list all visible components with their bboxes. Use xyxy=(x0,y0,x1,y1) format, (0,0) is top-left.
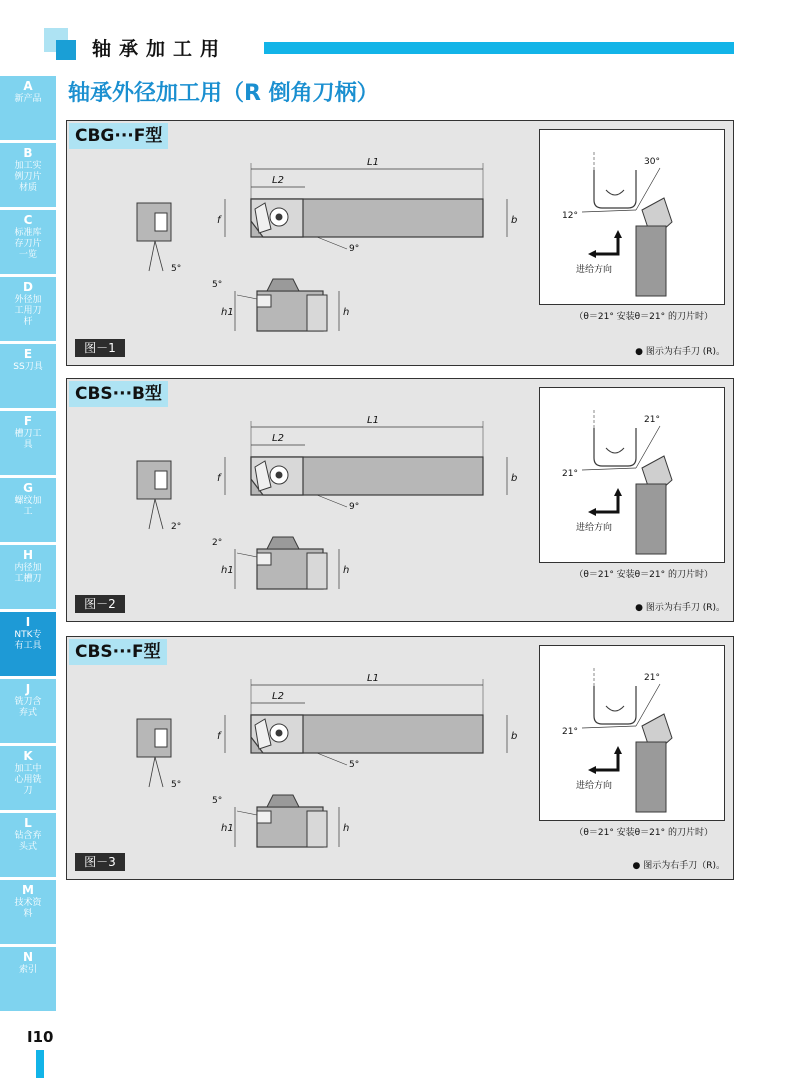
holder-detail xyxy=(636,484,666,554)
tool-holder-drawing xyxy=(67,637,537,867)
sidebar-tab-l[interactable] xyxy=(0,813,56,877)
angle-ref-line xyxy=(582,468,636,470)
sidebar-tab-f[interactable] xyxy=(0,411,56,475)
sidebar-tab-letter: E xyxy=(23,347,33,361)
dim-l2-label: L2 xyxy=(272,175,284,186)
header-logo-squares xyxy=(44,28,80,64)
sidebar-tab-letter: I xyxy=(25,615,31,629)
side-clearance-angle: 5° xyxy=(171,780,182,790)
side-view-shank-end xyxy=(307,811,327,847)
tool-holder-drawing xyxy=(67,379,537,609)
feed-direction-icon xyxy=(596,754,618,770)
dim-f-label: f xyxy=(217,731,221,742)
sidebar-tab-h[interactable] xyxy=(0,545,56,609)
figure-label: 图－2 xyxy=(75,595,125,613)
front-clearance-angle: 9° xyxy=(349,502,360,512)
sidebar-tab-letter: B xyxy=(23,146,33,160)
sidebar-tab-n[interactable] xyxy=(0,947,56,1011)
right-hand-note: ● 图示为右手刀（R)。 xyxy=(632,861,725,871)
front-clearance-angle: 9° xyxy=(349,244,360,254)
workpiece-profile xyxy=(594,686,636,724)
sidebar-tab-label: 内径加工槽刀 xyxy=(14,563,42,584)
side-view-clamp xyxy=(267,537,299,549)
sidebar-tab-label: 标准库存刀片一览 xyxy=(14,228,42,260)
dim-l2-label: L2 xyxy=(272,433,284,444)
front-angle-line xyxy=(317,753,347,765)
side-view-clamp xyxy=(267,795,299,807)
clamp-screw-center xyxy=(276,472,283,479)
inset-caption: （θ＝21° 安装θ＝21° 的刀片时） xyxy=(574,312,713,322)
sidebar-tab-letter: D xyxy=(23,280,33,294)
sidebar-tab-letter: K xyxy=(23,749,33,763)
dim-h1-label: h1 xyxy=(221,565,234,576)
workpiece-profile xyxy=(594,170,636,208)
side-clearance-angle: 5° xyxy=(171,264,182,274)
end-view-insert xyxy=(155,471,167,489)
side-rake-angle: 2° xyxy=(212,538,223,548)
dim-l1-label: L1 xyxy=(367,673,379,684)
insert-angle-detail-drawing xyxy=(540,130,724,304)
side-clearance-angle: 2° xyxy=(171,522,182,532)
dim-h-label: h xyxy=(343,823,350,834)
feed-direction-label: 进给方向 xyxy=(576,781,613,791)
inset-caption: （θ＝21° 安装θ＝21° 的刀片时） xyxy=(574,828,713,838)
dim-h-label: h xyxy=(343,307,350,318)
feed-arrow-head xyxy=(588,766,596,774)
side-view-clamp xyxy=(267,279,299,291)
panel-title: CBS···F型 xyxy=(69,639,167,665)
dim-l1-label: L1 xyxy=(367,415,379,426)
inset-top-angle: 30° xyxy=(644,157,660,167)
feed-arrow-head xyxy=(614,746,622,754)
angle-ref-line xyxy=(582,210,636,212)
panel-title: CBS···B型 xyxy=(69,381,168,407)
side-view-insert xyxy=(257,811,271,823)
sidebar-tab-letter: J xyxy=(25,682,31,696)
feed-arrow-head xyxy=(588,508,596,516)
feed-direction-label: 进给方向 xyxy=(576,265,613,275)
feed-arrow-head xyxy=(614,230,622,238)
feed-arrow-head xyxy=(614,488,622,496)
dim-l1-label: L1 xyxy=(367,157,379,168)
sidebar-tab-i[interactable] xyxy=(0,612,56,676)
sidebar-tab-a[interactable] xyxy=(0,76,56,140)
inset-caption: （θ＝21° 安装θ＝21° 的刀片时） xyxy=(574,570,713,580)
page-title: 轴承外径加工用（R 倒角刀柄） xyxy=(68,81,379,106)
sidebar-tab-letter: L xyxy=(24,816,32,830)
end-view-angle-line xyxy=(155,499,163,529)
insert-angle-detail-drawing xyxy=(540,646,724,820)
feed-direction-label: 进给方向 xyxy=(576,523,613,533)
sidebar-tab-label: NTK专有工具 xyxy=(14,630,42,651)
sidebar-tab-k[interactable] xyxy=(0,746,56,810)
sidebar-tab-g[interactable] xyxy=(0,478,56,542)
feed-arrow-head xyxy=(588,250,596,258)
side-view-insert xyxy=(257,295,271,307)
clamp-screw-center xyxy=(276,214,283,221)
sidebar-tab-letter: N xyxy=(22,950,34,964)
panel-title: CBG···F型 xyxy=(69,123,168,149)
front-clearance-angle: 5° xyxy=(349,760,360,770)
sidebar-tab-letter: F xyxy=(23,414,33,428)
sidebar-tab-label: 铣刀含弃式 xyxy=(14,697,42,718)
holder-detail xyxy=(636,742,666,812)
clamp-screw-center xyxy=(276,730,283,737)
insert-angle-detail-drawing xyxy=(540,388,724,562)
page-number-bar xyxy=(36,1050,44,1078)
right-hand-note: ● 图示为右手刀 (R)。 xyxy=(635,603,725,613)
product-panel-cbs-b xyxy=(66,378,734,622)
page-number: I10 xyxy=(27,1028,54,1046)
end-view-angle-line xyxy=(155,757,163,787)
product-panel-cbg-f xyxy=(66,120,734,366)
dim-l2-label: L2 xyxy=(272,691,284,702)
inset-side-angle: 21° xyxy=(562,469,578,479)
end-view-angle-line xyxy=(149,241,155,271)
insert-angle-detail xyxy=(539,645,725,821)
sidebar-tab-b[interactable] xyxy=(0,143,56,207)
header-square-dark xyxy=(56,40,76,60)
sidebar-tab-label: 加工中心用铣刀 xyxy=(14,764,42,796)
tool-holder-drawing xyxy=(67,121,537,351)
holder-detail xyxy=(636,226,666,296)
sidebar-tab-label: 索引 xyxy=(18,965,37,975)
end-view-angle-line xyxy=(149,499,155,529)
side-view-insert xyxy=(257,553,271,565)
sidebar-tab-d[interactable] xyxy=(0,277,56,341)
sidebar-tab-letter: A xyxy=(23,79,33,93)
side-view-shank-end xyxy=(307,295,327,331)
dim-b-label: b xyxy=(511,473,518,484)
sidebar-tab-label: 钻含弃头式 xyxy=(14,831,42,852)
header-rule xyxy=(264,42,734,54)
inset-top-angle: 21° xyxy=(644,673,660,683)
sidebar-tab-c[interactable] xyxy=(0,210,56,274)
sidebar-tab-e[interactable] xyxy=(0,344,56,408)
feed-direction-icon xyxy=(596,496,618,512)
dim-h1-label: h1 xyxy=(221,823,234,834)
dim-h1-label: h1 xyxy=(221,307,234,318)
end-view-angle-line xyxy=(155,241,163,271)
angle-ref-line xyxy=(582,726,636,728)
sidebar-tab-label: 螺纹加工 xyxy=(14,496,42,517)
insert-angle-detail xyxy=(539,387,725,563)
sidebar-tab-letter: M xyxy=(22,883,34,897)
dim-f-label: f xyxy=(217,215,221,226)
end-view-insert xyxy=(155,729,167,747)
dim-b-label: b xyxy=(511,215,518,226)
sidebar-tab-label: 槽刀工具 xyxy=(14,429,42,450)
front-angle-line xyxy=(317,237,347,249)
sidebar-tab-m[interactable] xyxy=(0,880,56,944)
sidebar-tab-letter: H xyxy=(22,548,34,562)
insert-angle-detail xyxy=(539,129,725,305)
side-view-shank-end xyxy=(307,553,327,589)
front-angle-line xyxy=(317,495,347,507)
sidebar-tab-label: 技术资料 xyxy=(14,898,42,919)
sidebar-tab-letter: C xyxy=(23,213,33,227)
dim-b-label: b xyxy=(511,731,518,742)
sidebar-tab-label: 新产品 xyxy=(14,94,42,104)
inset-side-angle: 21° xyxy=(562,727,578,737)
workpiece-profile xyxy=(594,428,636,466)
product-panel-cbs-f xyxy=(66,636,734,880)
sidebar-tab-label: 外径加工用刀杆 xyxy=(14,295,42,327)
sidebar-index xyxy=(0,76,56,1014)
inset-side-angle: 12° xyxy=(562,211,578,221)
section-title: 轴承加工用 xyxy=(92,38,228,60)
right-hand-note: ● 图示为右手刀 (R)。 xyxy=(635,347,725,357)
figure-label: 图－1 xyxy=(75,339,125,357)
feed-direction-icon xyxy=(596,238,618,254)
end-view-angle-line xyxy=(149,757,155,787)
side-rake-angle: 5° xyxy=(212,280,223,290)
sidebar-tab-j[interactable] xyxy=(0,679,56,743)
sidebar-tab-letter: G xyxy=(23,481,33,495)
side-angle-line xyxy=(237,553,257,557)
side-angle-line xyxy=(237,295,257,299)
dim-h-label: h xyxy=(343,565,350,576)
inset-top-angle: 21° xyxy=(644,415,660,425)
sidebar-tab-label: SS刀具 xyxy=(13,362,43,372)
side-rake-angle: 5° xyxy=(212,796,223,806)
sidebar-tab-label: 加工实例刀片材质 xyxy=(14,161,42,193)
figure-label: 图－3 xyxy=(75,853,125,871)
dim-f-label: f xyxy=(217,473,221,484)
side-angle-line xyxy=(237,811,257,815)
end-view-insert xyxy=(155,213,167,231)
